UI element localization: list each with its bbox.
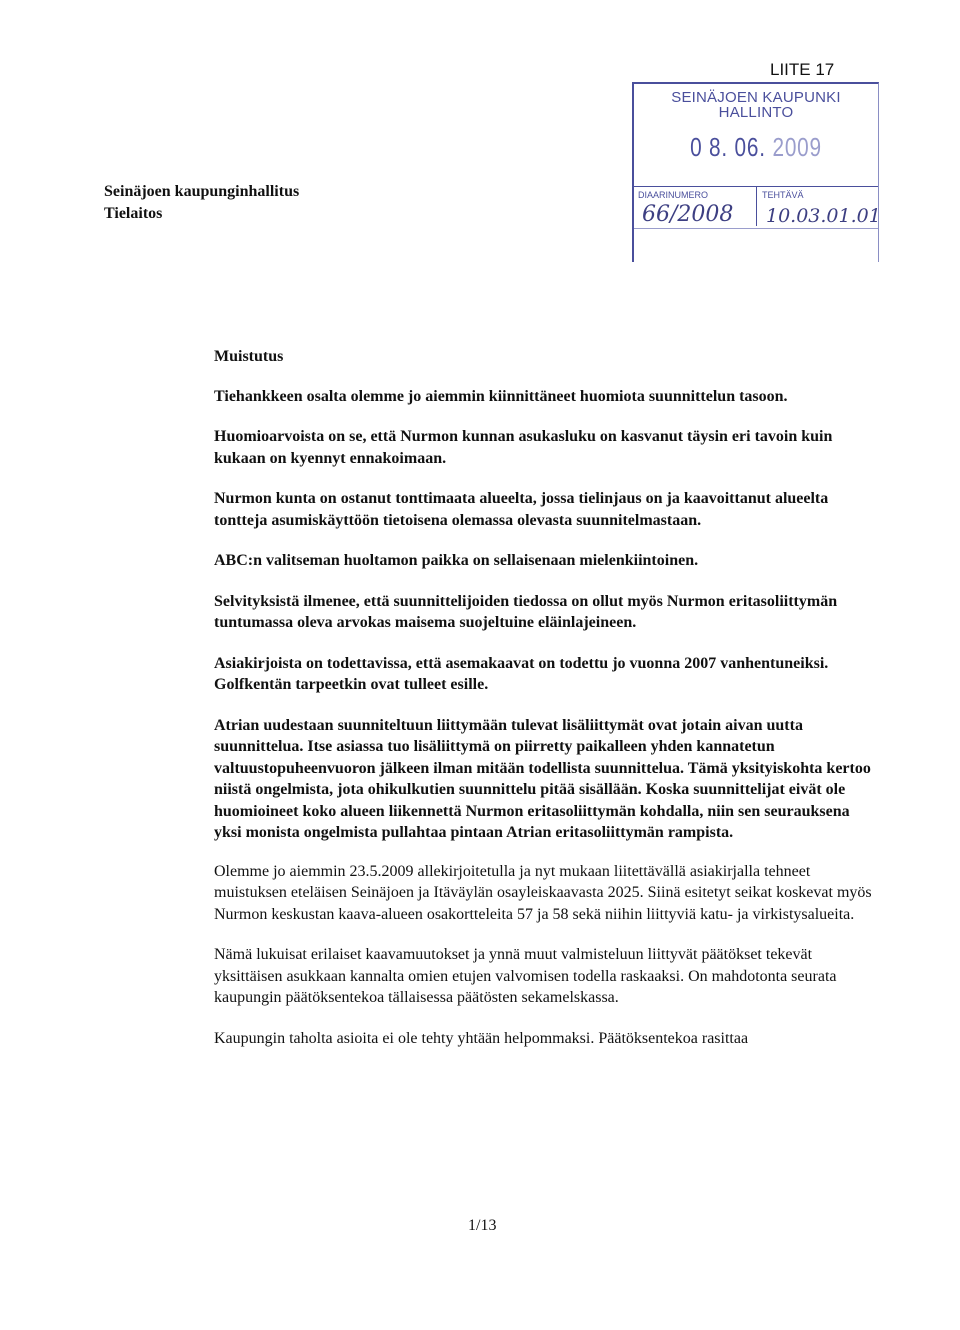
paragraph: Tiehankkeen osalta olemme jo aiemmin kiinnittäneet huomiota suunnittelun tasoon.: [214, 387, 788, 405]
stamp-date-day-month: 0 8. 06.: [690, 132, 766, 162]
stamp-task-value: 10.03.01.01: [766, 205, 881, 227]
paragraph: Atrian uudestaan suunniteltuun liittymään tulevat lisäliittymät ovat jotain aivan uutta suunnittelua. Itse asiassa tuo lisäliittymä on piirretty paikalleen yhden kannatetun valtuustopuheenvuoron jälkeen ilman mitään todellista suunnittelua. Tämä yksityiskohta kertoo niistä ongelmista, jota ohikulkutien suunnittelu pitää sisällään. Koska suunnittelijat eivät ole huomioineet koko alueen liikennettä Nurmon eritasoliittymän kohdalla, niin sen seurauksena yksi monista ongelmista pullahtaa pintaan Atrian eritasoliittymän rampista.: [214, 716, 871, 841]
paragraph: ABC:n valitseman huoltamon paikka on sellaisenaan mielenkiintoinen.: [214, 552, 699, 569]
stamp-org-line1: SEINÄJOEN KAUPUNKI: [671, 89, 841, 106]
paragraph: Huomioarvoista on se, että Nurmon kunnan asukasluku on kasvanut täysin eri tavoin kuin kukaan on kyennyt ennakoimaan.: [214, 428, 833, 467]
document-body: [214, 346, 874, 1068]
stamp-date: [658, 132, 853, 163]
stamp-date-year: 2009: [772, 132, 822, 162]
addressee-line2: Tielaitos: [104, 205, 163, 222]
stamp-org-line2: HALLINTO: [718, 104, 794, 121]
stamp-reg-number-label: DIAARINUMERO: [638, 190, 709, 200]
stamp-task-label: TEHTÄVÄ: [762, 190, 804, 200]
document-heading: Muistutus: [214, 348, 284, 365]
paragraph: Kaupungin taholta asioita ei ole tehty yhtään helpommaksi. Päätöksentekoa rasittaa: [214, 1029, 749, 1047]
paragraph: Selvityksistä ilmenee, että suunnittelijoiden tiedossa on ollut myös Nurmon eritasoliittymän tuntumassa oleva arvokas maisema suojeltuine eläinlajeineen.: [214, 592, 838, 631]
stamp-divider: [756, 186, 757, 226]
stamp-reg-number-value: 66/2008: [642, 202, 734, 227]
addressee-line1: Seinäjoen kaupunginhallitus: [104, 183, 300, 200]
stamp-organization: [634, 90, 878, 120]
stamp-bottom-line: [634, 228, 878, 229]
received-stamp: [632, 82, 879, 262]
page-number: 1/13: [468, 1217, 497, 1234]
paragraph: Nurmon kunta on ostanut tonttimaata alueelta, jossa tielinjaus on ja kaavoittanut alueelta tontteja asumiskäyttöön tietoisena olemassa olevasta suunnitelmastaan.: [214, 490, 829, 529]
paragraph: Asiakirjoista on todettavissa, että asemakaavat on todettu jo vuonna 2007 vanhentuneiksi. Golfkentän tarpeetkin ovat tulleet esille.: [214, 654, 829, 693]
paragraph: Nämä lukuisat erilaiset kaavamuutokset ja ynnä muut valmisteluun liittyvät päätökset tekevät yksittäisen asukkaan kannalta omien etujen valvomisen todella raskaaksi. On mahdotonta seurata kaupungin päätöksentekoa tällaisessa päätösten sekamelskassa.: [214, 946, 837, 1006]
addressee-block: [104, 181, 299, 225]
attachment-label: LIITE 17: [770, 60, 835, 79]
paragraph: Olemme jo aiemmin 23.5.2009 allekirjoitetulla ja nyt mukaan liitettävällä asiakirjalla tehneet muistuksen eteläisen Seinäjoen ja Itäväylän osayleiskaavasta 2025. Siinä esitetyt seikat koskevat myös Nurmon keskustan kaava-alueen osakortteleita 57 ja 58 sekä niihin liittyviä katu- ja virkistysalueita.: [214, 862, 872, 923]
